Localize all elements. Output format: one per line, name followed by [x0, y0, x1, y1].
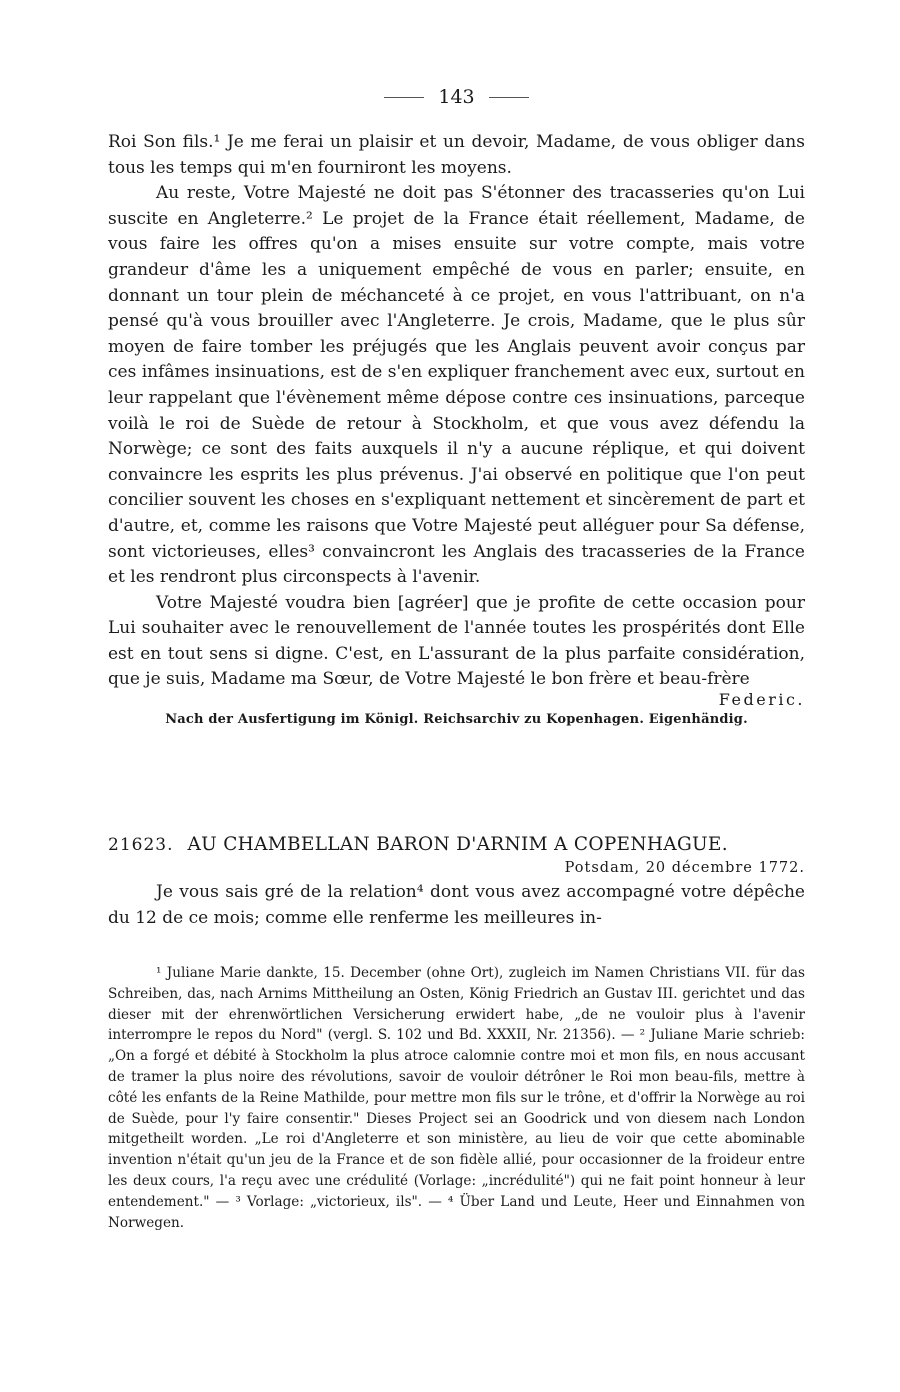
- footnotes: [108, 963, 805, 1233]
- letter-section: [108, 832, 805, 931]
- header-rule-left: [384, 97, 424, 98]
- paragraph: Au reste, Votre Majesté ne doit pas S'étonner des tracasseries qu'on Lui suscite en Angleterre.² Le projet de la France était réellement, Madame, de vous faire les offres qu'on a mises ensuite sur votre compte, mais votre grandeur d'âme les a uniquement empêché de vous en parler; ensuite, en donnant un tour plein de méchanceté à ce projet, en vous l'attribuant, on n'a pensé qu'à vous brouiller avec l'Angleterre. Je crois, Madame, que le plus sûr moyen de faire tomber les préjugés que les Anglais peuvent avoir conçus par ces infâmes insinuations, est de s'en expliquer franchement avec eux, surtout en leur rappelant que l'évènement même dépose contre ces insinuations, parceque voilà le roi de Suède de retour à Stockholm, et que vous avez défendu la Norwège; ce sont des faits auxquels il n'y a aucune réplique, et qui doivent convaincre les esprits les plus prévenus. J'ai observé en politique que l'on peut concilier souvent les choses en s'expliquant nettement et sincèrement de part et d'autre, et, comme les raisons que Votre Majesté peut alléguer pour Sa défense, sont victorieuses, elles³ convaincront les Anglais des tracasseries de la France et les rendront plus circonspects à l'avenir.: [108, 183, 805, 588]
- signature: Federic.: [718, 690, 805, 710]
- page-header: [108, 86, 805, 108]
- header-rule-right: [489, 97, 529, 98]
- source-note: Nach der Ausfertigung im Königl. Reichsarchiv zu Kopenhagen. Eigenhändig.: [165, 712, 748, 728]
- paragraph: Votre Majesté voudra bien [agréer] que je profite de cette occasion pour Lui souhaiter avec le renouvellement de l'année toutes les prospérités dont Elle est en tout sens si digne. C'est, en L'assurant de la plus parfaite considération, que je suis, Madame ma Sœur, de Votre Majesté le bon frère et beau-frère: [108, 592, 805, 690]
- letter-body-continued: [108, 130, 805, 729]
- letter-heading: [108, 832, 805, 858]
- letter-opening: Je vous sais gré de la relation⁴ dont vous avez accompagné votre dépêche du 12 de ce mois; comme elle renferme les meilleures in-: [108, 882, 805, 928]
- page-number: 143: [438, 86, 475, 108]
- footnote-text: ¹ Juliane Marie dankte, 15. December (ohne Ort), zugleich im Namen Christians VII. für das Schreiben, das, nach Arnims Mittheilung an Osten, König Friedrich an Gustav III. gerichtet und das dieser mit der ehrenwörtlichen Versicherung erwidert habe, „de ne vouloir plus à l'avenir interrompre le repos du Nord" (vergl. S. 102 und Bd. XXXII, Nr. 21356). — ² Juliane Marie schrieb: „On a forgé et débité à Stockholm la plus atroce calomnie contre moi et mon fils, en nous accusant de tramer la plus noire des révolutions, savoir de vouloir détrôner le Roi mon beau-fils, mettre à côté les enfants de la Reine Mathilde, pour mettre mon fils sur le trône, et d'offrir la Norwège au roi de Suède, pour l'y faire consentir." Dieses Project sei an Goodrick und von diesem nach London mitgetheilt worden. „Le roi d'Angleterre et son ministère, au lieu de voir que cette abominable invention n'était qu'un jeu de la France et de son fidèle allié, pour occasionner de la froideur entre les deux cours, l'a reçu avec une crédulité (Vorlage: „incrédulité") qui ne fait point honneur à leur entendement." — ³ Vorlage: „victorieux, ils". — ⁴ Über Land und Leute, Heer und Einnahmen von Norwegen.: [108, 965, 805, 1231]
- letter-title: AU CHAMBELLAN BARON D'ARNIM A COPENHAGUE.: [187, 834, 728, 855]
- dateline: Potsdam, 20 décembre 1772.: [564, 860, 805, 876]
- letter-number: 21623.: [108, 835, 174, 855]
- paragraph: Roi Son fils.¹ Je me ferai un plaisir et un devoir, Madame, de vous obliger dans tous les temps qui m'en fourniront les moyens.: [108, 132, 805, 178]
